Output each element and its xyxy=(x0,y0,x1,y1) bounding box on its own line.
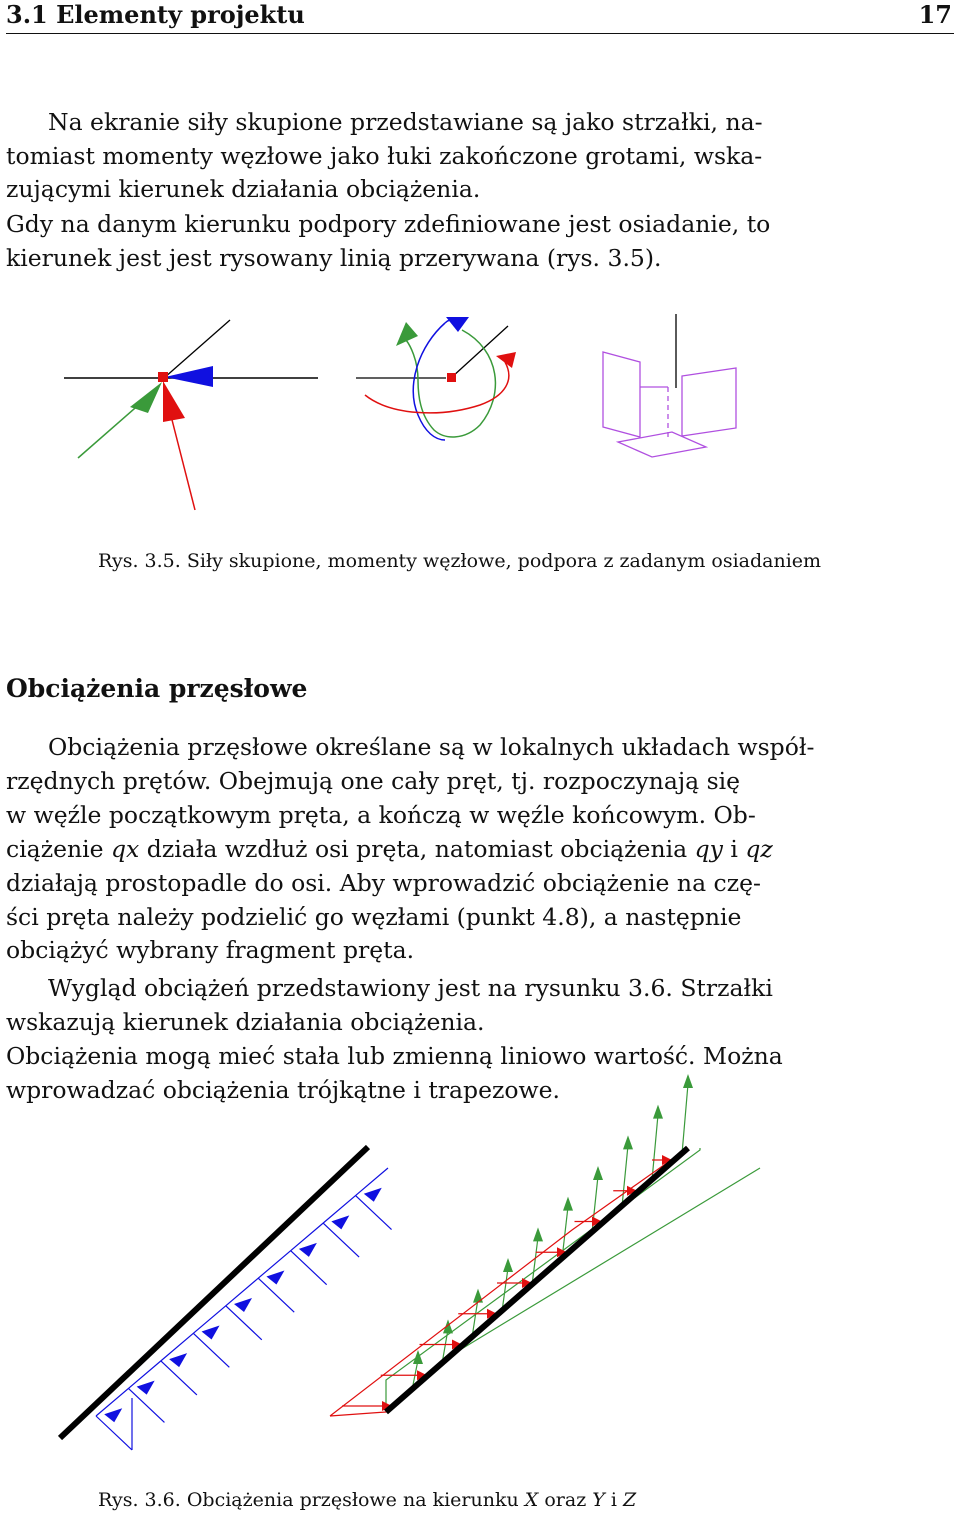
text-line: wskazują kierunek działania obciążenia. xyxy=(6,1008,485,1036)
text-line: Obciążenia mogą mieć stała lub zmienną liniowo wartość. Można xyxy=(6,1042,783,1070)
text-line: wprowadzać obciążenia trójkątne i trapezowe. xyxy=(6,1076,560,1104)
axis-y-symbol: Y xyxy=(592,1489,605,1511)
axial-arrowhead xyxy=(202,1326,220,1340)
blue-force-arrowhead xyxy=(165,366,213,387)
text-line: Obciążenia przęsłowe określane są w lokalnych układach współ- xyxy=(48,733,815,761)
axis-z-symbol: Z xyxy=(622,1489,637,1511)
caption-text: Obciążenia przęsłowe na kierunku xyxy=(186,1489,519,1511)
axial-arrowhead xyxy=(331,1215,349,1229)
green-load-arrowhead xyxy=(473,1289,483,1303)
green-load-arrowhead xyxy=(593,1166,603,1180)
text-line: działają prostopadle do osi. Aby wprowadzić obciążenie na czę- xyxy=(6,869,761,897)
text-line: ści pręta należy podzielić go węzłami (punkt 4.8), a następnie xyxy=(6,903,742,931)
caption-text: Siły skupione, momenty węzłowe, podpora z zadanym osiadaniem xyxy=(186,550,822,572)
transverse-load-diagram xyxy=(330,1074,760,1416)
text-line: Gdy na danym kierunku podpory zdefiniowane jest osiadanie, to xyxy=(6,210,771,238)
axial-arrowhead xyxy=(104,1408,122,1422)
figure-3-5-caption xyxy=(98,548,821,574)
text-line: Na ekranie siły skupione przedstawiane są jako strzałki, na- xyxy=(48,108,763,136)
running-header-title: 3.1 Elementy projektu xyxy=(6,0,305,29)
axial-arrowhead xyxy=(137,1381,155,1395)
section-heading: Obciążenia przęsłowe xyxy=(6,674,308,703)
bar-member xyxy=(60,1147,368,1438)
green-load-arrowhead xyxy=(413,1350,423,1364)
figure-3-6-caption xyxy=(98,1487,636,1513)
text-line: obciążyć wybrany fragment pręta. xyxy=(6,936,415,964)
axial-arrowhead xyxy=(266,1270,284,1284)
figure-3-6-drawing xyxy=(0,1130,960,1470)
green-load-arrow xyxy=(682,1084,688,1154)
header-rule xyxy=(6,33,954,34)
green-load-arrowhead xyxy=(533,1227,543,1241)
caption-label: Rys. 3.6. xyxy=(98,1489,181,1511)
text-line: Wygląd obciążeń przedstawiony jest na rysunku 3.6. Strzałki xyxy=(48,974,773,1002)
green-load-arrowhead xyxy=(653,1105,663,1119)
axial-arrowhead xyxy=(234,1298,252,1312)
text-line: rzędnych prętów. Obejmują one cały pręt, tj. rozpoczynają się xyxy=(6,767,741,795)
support-settlement-diagram xyxy=(603,314,736,457)
node-marker xyxy=(447,373,456,382)
axial-arrowhead xyxy=(364,1188,382,1202)
caption-word: oraz xyxy=(544,1489,587,1511)
green-force-arrowhead xyxy=(130,382,162,413)
forces-diagram xyxy=(64,320,318,510)
bar-member xyxy=(386,1148,688,1412)
text-run: i xyxy=(722,835,746,863)
text-run: działa wzdłuż osi pręta, natomiast obciążenia xyxy=(139,835,695,863)
node-marker xyxy=(158,372,168,382)
text-line xyxy=(6,833,773,866)
text-line: kierunek jest jest rysowany linią przerywana (rys. 3.5). xyxy=(6,244,662,272)
text-line: zującymi kierunek działania obciążenia. xyxy=(6,175,481,203)
axial-arrowhead xyxy=(299,1243,317,1257)
text-line: w węźle początkowym pręta, a kończą w węźle końcowym. Ob- xyxy=(6,801,756,829)
caption-word: i xyxy=(610,1489,617,1511)
green-load-arrowhead xyxy=(683,1074,693,1088)
figure-3-5-drawing xyxy=(0,300,960,530)
axis-x-symbol: X xyxy=(524,1489,539,1511)
symbol-qx: qx xyxy=(111,835,140,863)
green-load-arrowhead xyxy=(443,1319,453,1333)
text-run: ciążenie xyxy=(6,835,112,863)
green-load-arrowhead xyxy=(563,1197,573,1211)
red-force-arrowhead xyxy=(163,381,185,422)
green-load-arrowhead xyxy=(623,1135,633,1149)
moments-diagram xyxy=(356,317,516,440)
axial-arrowhead xyxy=(169,1353,187,1367)
page-number: 17 xyxy=(918,0,952,29)
axial-load-diagram xyxy=(60,1147,392,1450)
symbol-qy: qy xyxy=(694,835,723,863)
blue-moment-arrowhead xyxy=(446,317,469,332)
text-line: tomiast momenty węzłowe jako łuki zakończone grotami, wska- xyxy=(6,142,763,170)
green-load-arrowhead xyxy=(503,1258,513,1272)
symbol-qz: qz xyxy=(745,835,773,863)
caption-label: Rys. 3.5. xyxy=(98,550,181,572)
green-load-envelope xyxy=(450,1168,760,1356)
